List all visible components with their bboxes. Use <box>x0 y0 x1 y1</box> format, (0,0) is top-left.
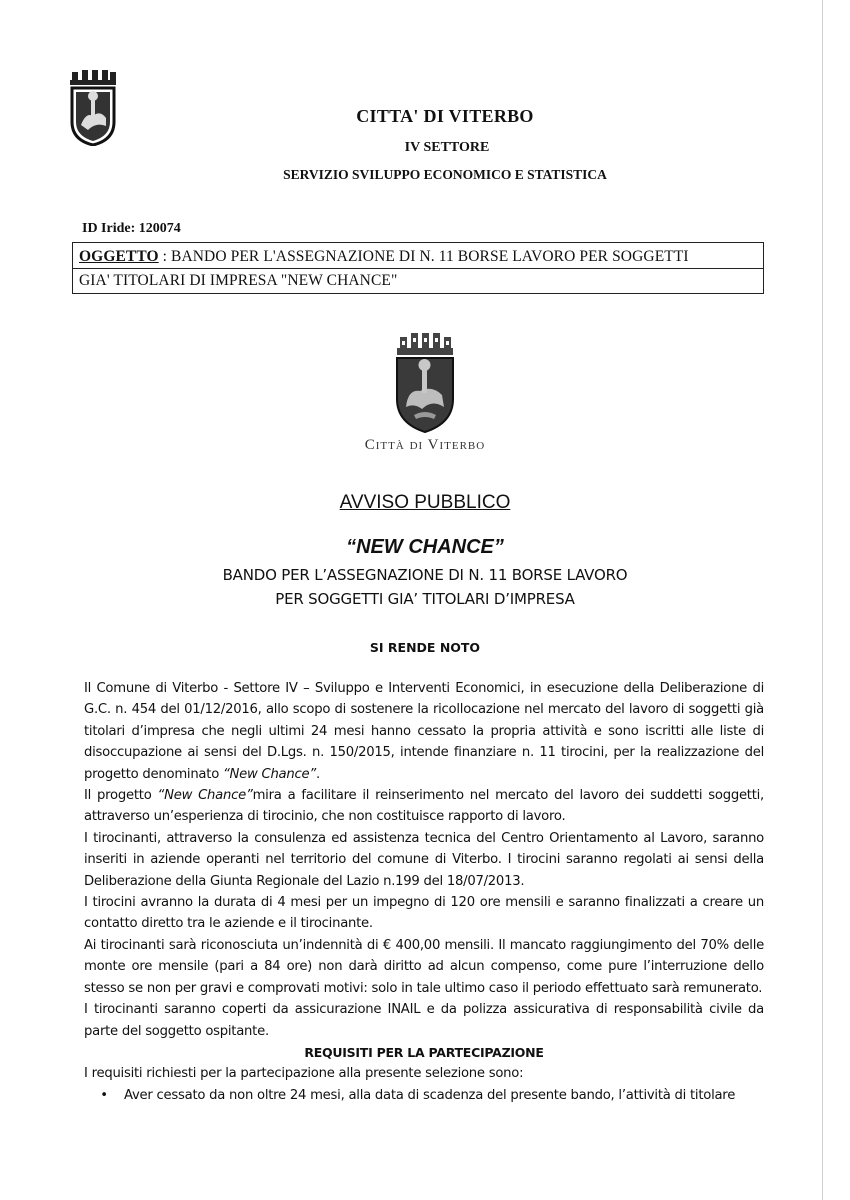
paragraph-2-project-name: “New Chance” <box>157 788 253 804</box>
section-heading-si-rende-noto: SI RENDE NOTO <box>369 640 481 655</box>
requirements-intro: I requisiti richiesti per la partecipazione alla presente selezione sono: <box>84 1066 524 1082</box>
notice-title: AVVISO PUBBLICO <box>339 492 511 513</box>
city-coat-of-arms-icon <box>392 333 458 433</box>
project-title: “NEW CHANCE” <box>346 536 504 558</box>
paragraph-5: Ai tirocinanti sarà riconosciuta un’indennità di € 400,00 mensili. Il mancato raggiungimento del 70% delle monte ore mensile (pari a 84 ore) non darà diritto ad alcun compenso, come pure l’interruzione dello stesso se non per gravi e comprovati motivi: solo in tale ultimo caso il periodo effettuato sarà remunerato. <box>84 937 764 996</box>
bullet-text: Aver cessato da non oltre 24 mesi, alla data di scadenza del presente bando, l’attività di titolare <box>124 1087 736 1103</box>
sector-title: IV SETTORE <box>404 140 490 155</box>
city-title: CITTA' DI VITERBO <box>356 106 534 126</box>
id-iride: ID Iride: 120074 <box>82 221 181 236</box>
subject-box <box>72 242 764 294</box>
paragraph-1 <box>84 678 764 785</box>
logo-caption: Città di Viterbo <box>364 437 486 453</box>
bando-line-2: PER SOGGETTI GIA’ TITOLARI D’IMPRESA <box>275 590 575 608</box>
paragraph-3: I tirocinanti, attraverso la consulenza ed assistenza tecnica del Centro Orientamento al Lavoro, saranno inseriti in aziende operanti nel territorio del comune di Viterbo. I tirocini saranno regolati ai sensi della Deliberazione della Giunta Regionale del Lazio n.199 del 18/07/2013. <box>84 830 764 889</box>
bullet-marker: • <box>100 1087 108 1103</box>
list-item <box>84 1085 764 1106</box>
paragraph-4: I tirocini avranno la durata di 4 mesi per un impegno di 120 ore mensili e saranno finalizzati a creare un contatto diretto tra le aziende e il tirocinante. <box>84 895 764 932</box>
subject-separator: : <box>158 248 172 265</box>
document-body <box>84 678 764 1106</box>
paragraph-1-end: . <box>315 766 320 782</box>
paragraph-2-start: Il progetto <box>84 788 158 804</box>
paragraph-6: I tirocinanti saranno coperti da assicurazione INAIL e da polizza assicurativa di responsabilità civile da parte del soggetto ospitante. <box>84 1002 764 1039</box>
service-title: SERVIZIO SVILUPPO ECONOMICO E STATISTICA <box>283 167 607 182</box>
subject-line-1: BANDO PER L'ASSEGNAZIONE DI N. 11 BORSE LAVORO PER SOGGETTI <box>171 248 689 265</box>
paragraph-1-text: Il Comune di Viterbo - Settore IV – Sviluppo e Interventi Economici, in esecuzione della Deliberazione di G.C. n. 454 del 01/12/2016, allo scopo di sostenere la ricollocazione nel mercato del lavoro di soggetti già titolari d’impresa che negli ultimi 24 mesi hanno cessato la propria attività e sono iscritti alle liste di disoccupazione ai sensi del D.Lgs. n. 150/2015, intende finanziare n. 11 tirocini, per la realizzazione del progetto denominato <box>84 681 764 782</box>
paragraph-2-text: mira a facilitare il reinserimento nel mercato del lavoro dei suddetti soggetti, attraverso un’esperienza di tirocinio, che non costituisce rapporto di lavoro. <box>84 788 764 825</box>
paragraph-2 <box>84 785 764 828</box>
bando-line-1: BANDO PER L’ASSEGNAZIONE DI N. 11 BORSE LAVORO <box>222 566 628 584</box>
subject-line-2: GIA' TITOLARI DI IMPRESA "NEW CHANCE" <box>73 268 763 292</box>
subject-label: OGGETTO <box>79 248 159 265</box>
paragraph-1-project-name: “New Chance” <box>222 766 316 782</box>
requirements-heading: REQUISITI PER LA PARTECIPAZIONE <box>304 1044 544 1060</box>
